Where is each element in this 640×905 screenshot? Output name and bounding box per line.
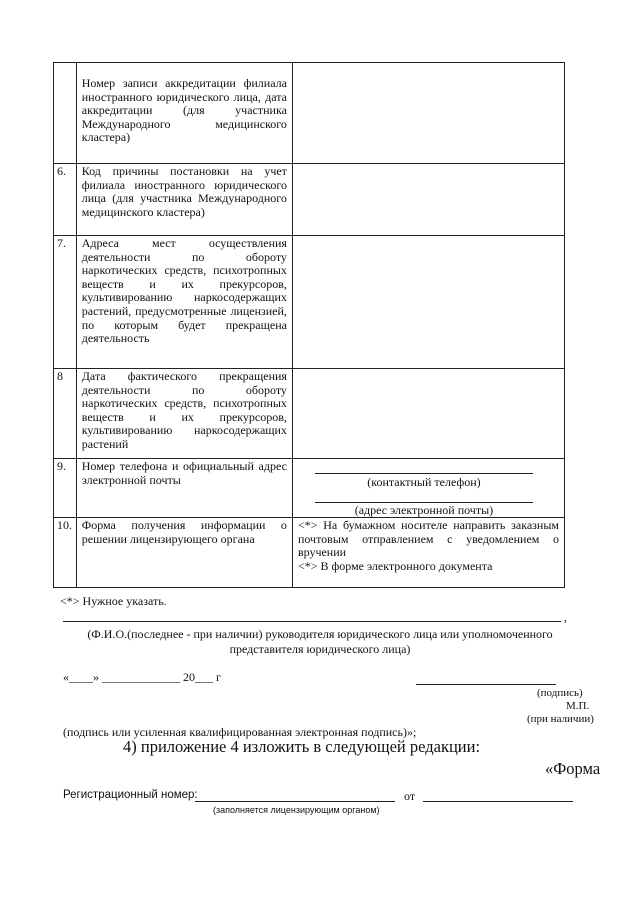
form-label: «Форма: [545, 759, 601, 778]
row-label: Дата фактического прекращения деятельности по обороту наркотических средств, психотропных веществ и их прекурсоров, культивированию наркосодержащих растений: [76, 369, 292, 459]
contact-cell: [292, 459, 564, 518]
row-label: Форма получения информации о решении лицензирующего органа: [76, 518, 292, 588]
fio-comma: ,: [564, 610, 567, 624]
row-number: 6.: [54, 164, 77, 236]
table-row: [54, 459, 565, 518]
annex-heading: 4) приложение 4 изложить в следующей редакции:: [123, 737, 481, 756]
reg-number-line[interactable]: [195, 801, 395, 802]
row-label: Номер телефона и официальный адрес электронной почты: [76, 459, 292, 518]
row-value-cell[interactable]: [292, 369, 564, 459]
phone-caption: (контактный телефон): [367, 475, 481, 489]
date-line[interactable]: «____» _____________ 20___ г: [63, 670, 221, 684]
table-row: [54, 369, 565, 459]
option-paper[interactable]: <*> На бумажном носителе направить заказным почтовым отправлением с уведомлением о вручении: [297, 518, 559, 560]
row-value-cell[interactable]: [292, 164, 564, 236]
row-label: Адреса мест осуществления деятельности по обороту наркотических средств, психотропных веществ и их прекурсоров, культивированию наркосодержащих растений, предусмотренные лицензией, по которым будет прекращена деятельность: [76, 236, 292, 369]
signature-line[interactable]: [416, 684, 556, 685]
row-value-cell[interactable]: [292, 236, 564, 369]
row-number: 8: [54, 369, 77, 459]
esign-caption: (подпись или усиленная квалифицированная электронная подпись)»;: [63, 725, 417, 739]
reg-caption: (заполняется лицензирующим органом): [213, 805, 380, 815]
signature-caption: (подпись): [537, 687, 583, 699]
option-electronic[interactable]: <*> В форме электронного документа: [297, 558, 493, 573]
reg-number-label: Регистрационный номер:: [63, 789, 198, 801]
table-row: [54, 236, 565, 369]
email-caption: (адрес электронной почты): [354, 503, 494, 517]
table-row: [54, 164, 565, 236]
fio-caption: (Ф.И.О.(последнее - при наличии) руководителя юридического лица или уполномоченного представителя юридического лица): [87, 627, 553, 656]
stamp-caption: М.П.: [566, 700, 590, 712]
row-value-cell[interactable]: [292, 63, 564, 164]
row-number: 10.: [54, 518, 77, 588]
row-number: 9.: [54, 459, 77, 518]
row-number: 7.: [54, 236, 77, 369]
table-row: [54, 63, 565, 164]
row-label: Код причины постановки на учет филиала иностранного юридического лица (для участника Международного медицинского кластера): [76, 164, 292, 236]
footnote: <*> Нужное указать.: [60, 594, 167, 608]
phone-line[interactable]: [315, 473, 533, 474]
reg-date-line[interactable]: [423, 801, 573, 802]
fio-line[interactable]: [63, 621, 561, 622]
table-row: [54, 518, 565, 588]
delivery-options-cell: [292, 518, 564, 588]
row-label: Номер записи аккредитации филиала иностранного юридического лица, дата аккредитации (для участника Международного медицинского кластера): [76, 63, 292, 164]
stamp-note: (при наличии): [527, 713, 594, 725]
reg-ot-label: от: [404, 789, 416, 803]
application-form-table: [53, 62, 565, 588]
row-number: [54, 63, 77, 164]
